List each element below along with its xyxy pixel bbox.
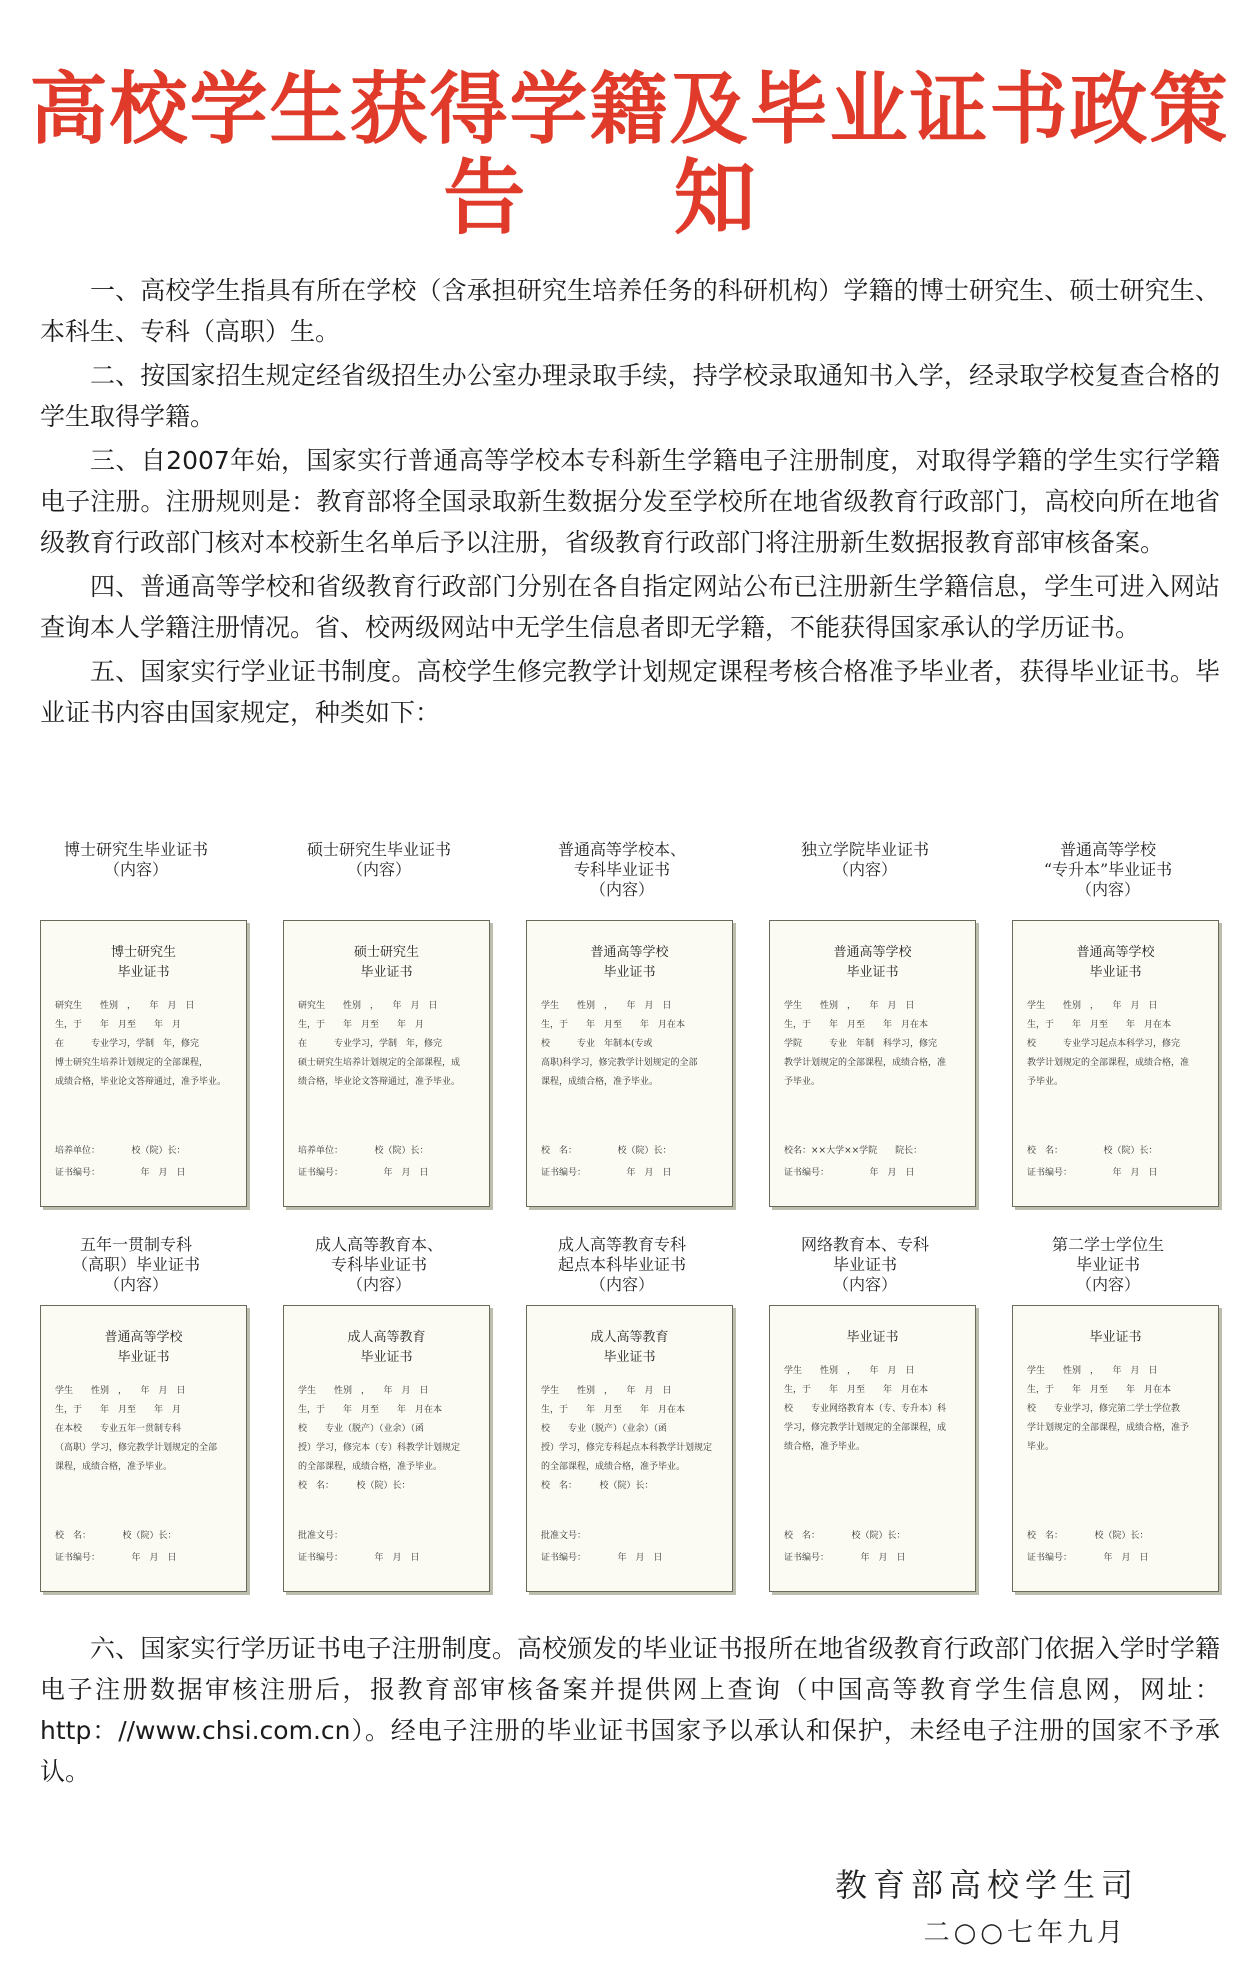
- card-title: 普通高等学校 毕业证书: [104, 1330, 183, 1365]
- card-body: 学生 性别 ， 年 月 日 生，于 年 月至 年 月在本 校 专业网络教育本（专、专升本）科 学习，修完教学计划规定的全部课程，成 绩合格，准予毕业。: [784, 1366, 947, 1452]
- issue-date: 二○○七年九月: [923, 1918, 1127, 1948]
- card-title: 博士研究生 毕业证书: [110, 945, 176, 980]
- certificate-heading: 五年一贯制专科 （高职）毕业证书 （内容）: [71, 1235, 200, 1294]
- certificate-adult-upgrade: [516, 1235, 728, 1563]
- certificate-card: [40, 1305, 247, 1592]
- certificate-heading: 成人高等教育专科 起点本科毕业证书 （内容）: [557, 1235, 686, 1294]
- card-body: 学生 性别 ， 年 月 日 生，于 年 月至 年 月在本 校 专业 年制本(专或 高职)科学习，修完教学计划规定的全部 课程，成绩合格，准予毕业。: [541, 1001, 698, 1087]
- page-subtitle: 告 知: [443, 150, 816, 246]
- card-title: 普通高等学校 毕业证书: [590, 945, 669, 980]
- certificate-heading: 博士研究生毕业证书 （内容）: [63, 840, 208, 879]
- certificate-card: [40, 920, 247, 1207]
- card-title: 成人高等教育 毕业证书: [347, 1330, 426, 1365]
- certificate-independent-college: [759, 840, 971, 1178]
- card-title: 普通高等学校 毕业证书: [1076, 945, 1155, 980]
- paragraph-2: 二、按国家招生规定经省级招生办公室办理录取手续，持学校录取通知书入学，经录取学校复查合格的学生取得学籍。: [40, 361, 1220, 431]
- certificate-card: [1012, 1305, 1219, 1592]
- paragraph-6: 六、国家实行学历证书电子注册制度。高校颁发的毕业证书报所在地省级教育行政部门依据入学时学籍电子注册数据审核注册后，报教育部审核备案并提供网上查询（中国高等教育学生信息网，网址：http：//www.chsi.com.cn）。经电子注册的毕业证书国家予以承认和保护，未经电子注册的国家不予承认。: [40, 1634, 1220, 1786]
- card-footer: 批准文号： 证书编号： 年 月 日: [298, 1531, 420, 1563]
- certificate-five-year: [30, 1235, 242, 1563]
- card-body: 研究生 性别 ， 年 月 日 生，于 年 月至 年 月 在 专业学习，学制 年，修完 硕士研究生培养计划规定的全部课程，成 绩合格，毕业论文答辩通过，准予毕业。: [298, 1001, 461, 1087]
- page-title: 高校学生获得学籍及毕业证书政策: [29, 64, 1230, 155]
- certificate-card: [769, 1305, 976, 1592]
- card-body: 研究生 性别 ， 年 月 日 生，于 年 月至 年 月 在 专业学习，学制 年，修完 博士研究生培养计划规定的全部课程， 成绩合格，毕业论文答辩通过，准予毕业。: [55, 1001, 227, 1087]
- certificate-card: [526, 1305, 733, 1592]
- card-title: 成人高等教育 毕业证书: [590, 1330, 669, 1365]
- card-footer: 校 名： 校（院）长： 证书编号： 年 月 日: [1027, 1531, 1149, 1563]
- card-title: 普通高等学校 毕业证书: [833, 945, 912, 980]
- card-footer: 校 名： 校（院）长： 证书编号： 年 月 日: [1027, 1146, 1158, 1178]
- certificate-heading: 第二学士学位生 毕业证书 （内容）: [1051, 1235, 1164, 1294]
- certificate-card: [283, 920, 490, 1207]
- certificate-heading: 成人高等教育本、 专科毕业证书 （内容）: [314, 1235, 443, 1294]
- certificate-heading: 普通高等学校本、 专科毕业证书 （内容）: [557, 840, 686, 899]
- card-title: 毕业证书: [1089, 1330, 1142, 1345]
- certificate-heading: 独立学院毕业证书 （内容）: [800, 840, 929, 879]
- bottom-paragraph-block: [40, 1628, 1220, 1795]
- certificate-online-education: [759, 1235, 971, 1563]
- card-footer: 校名：××大学××学院 院长： 证书编号： 年 月 日: [784, 1146, 923, 1178]
- card-footer: 校 名： 校（院）长： 证书编号： 年 月 日: [541, 1146, 672, 1178]
- paragraph-4: 四、普通高等学校和省级教育行政部门分别在各自指定网站公布已注册新生学籍信息，学生可进入网站查询本人学籍注册情况。省、校两级网站中无学生信息者即无学籍，不能获得国家承认的学历证书。: [40, 572, 1220, 642]
- card-footer: 培养单位： 校（院）长： 证书编号： 年 月 日: [55, 1146, 186, 1178]
- card-body: 学生 性别 ， 年 月 日 生，于 年 月至 年 月在本 校 专业学习起点本科学习，修完 教学计划规定的全部课程，成绩合格，准 予毕业。: [1027, 1001, 1190, 1087]
- card-body: 学生 性别 ， 年 月 日 生，于 年 月至 年 月在本 校 专业（脱产）（业余）（函 授）学习，修完专科起点本科教学计划规定 的全部课程，成绩合格，准予毕业。 校 名： 校（院）长：: [541, 1386, 713, 1491]
- certificate-card: [1012, 920, 1219, 1207]
- card-title: 毕业证书: [846, 1330, 899, 1345]
- paragraph-3: 三、自2007年始，国家实行普通高等学校本专科新生学籍电子注册制度，对取得学籍的学生实行学籍电子注册。注册规则是：教育部将全国录取新生数据分发至学校所在地省级教育行政部门，高校向所在地省级教育行政部门核对本校新生名单后予以注册，省级教育行政部门将注册新生数据报教育部审核备案。: [40, 446, 1220, 557]
- paragraph-5: 五、国家实行学业证书制度。高校学生修完教学计划规定课程考核合格准予毕业者，获得毕业证书。毕业证书内容由国家规定，种类如下：: [40, 657, 1220, 727]
- card-title: 硕士研究生 毕业证书: [353, 945, 419, 980]
- issuing-authority: 教育部高校学生司: [834, 1866, 1139, 1904]
- certificate-heading: 网络教育本、专科 毕业证书 （内容）: [800, 1235, 929, 1294]
- top-paragraphs: [40, 270, 1220, 736]
- card-body: 学生 性别 ， 年 月 日 生，于 年 月至 年 月在本 校 专业学习，修完第二学士学位教 学计划规定的全部课程，成绩合格，准予 毕业。: [1027, 1366, 1190, 1452]
- card-footer: 校 名： 校（院）长： 证书编号： 年 月 日: [784, 1531, 906, 1563]
- card-footer: 校 名： 校（院）长： 证书编号： 年 月 日: [55, 1531, 177, 1563]
- card-body: 学生 性别 ， 年 月 日 生，于 年 月至 年 月 在本校 专业五年一贯制专科 （高职）学习，修完教学计划规定的全部 课程，成绩合格，准予毕业。: [55, 1386, 218, 1472]
- certificate-masters: [273, 840, 485, 1178]
- card-body: 学生 性别 ， 年 月 日 生，于 年 月至 年 月在本 学院 专业 年制 科学习，修完 教学计划规定的全部课程，成绩合格，准 予毕业。: [784, 1001, 947, 1087]
- certificate-doctoral: [30, 840, 242, 1178]
- certificate-heading: 普通高等学校 “专升本”毕业证书 （内容）: [1043, 840, 1173, 899]
- card-footer: 培养单位： 校（院）长： 证书编号： 年 月 日: [298, 1146, 429, 1178]
- certificate-upgrade: [1002, 840, 1214, 1178]
- certificate-card: [526, 920, 733, 1207]
- card-footer: 批准文号： 证书编号： 年 月 日: [541, 1531, 663, 1563]
- paragraph-1: 一、高校学生指具有所在学校（含承担研究生培养任务的科研机构）学籍的博士研究生、硕士研究生、本科生、专科（高职）生。: [40, 276, 1220, 346]
- certificate-second-degree: [1002, 1235, 1214, 1563]
- card-body: 学生 性别 ， 年 月 日 生，于 年 月至 年 月在本 校 专业（脱产）（业余）（函 授）学习，修完本（专）科教学计划规定 的全部课程，成绩合格，准予毕业。 校 名： 校（院）长：: [298, 1386, 461, 1491]
- certificate-undergrad: [516, 840, 728, 1178]
- certificate-heading: 硕士研究生毕业证书 （内容）: [306, 840, 451, 879]
- certificate-card: [283, 1305, 490, 1592]
- certificate-card: [769, 920, 976, 1207]
- certificate-grid: [30, 840, 1230, 1610]
- certificate-adult-education: [273, 1235, 485, 1563]
